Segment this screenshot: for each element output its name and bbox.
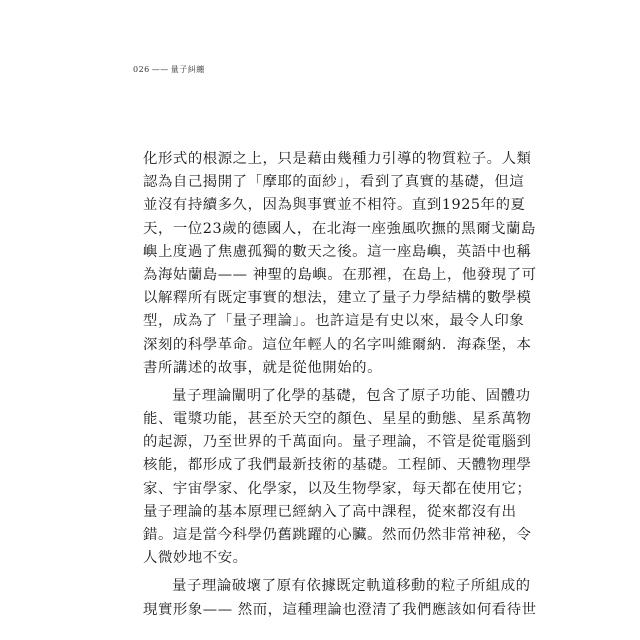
text-line: 的起源，乃至世界的千萬面向。量子理論，不管是從電腦到 [143,434,532,451]
text-line: 天，一位23歲的德國人，在北海一座強風吹撫的黑爾戈蘭島 [143,220,536,237]
body-text [143,148,537,622]
text-line: 認為自己揭開了「摩耶的面紗」，看到了真實的基礎，但這 [143,174,525,191]
text-line: 量子理論闡明了化學的基礎，包含了原子功能、固體功 [172,387,531,404]
book-title: 量子糾纏 [170,65,205,74]
text-line: 現實形象—— 然而，這種理論也澄清了我們應該如何看待世 [143,601,537,618]
text-line: 量子理論的基本原理已經納入了高中課程，從來都沒有出 [143,503,517,520]
text-line: 人微妙地不安。 [143,550,248,567]
text-line: 量子理論破壞了原有依據既定軌道移動的粒子所組成的 [172,578,531,595]
text-line: 化形式的根源之上，只是藉由幾種力引導的物質粒子。人類 [143,151,532,167]
header-dash: —— [151,65,169,74]
text-line: 書所講述的故事，就是從他開始的。 [143,359,383,376]
page-number: 026 [133,65,150,74]
paragraph [143,148,537,380]
paragraph [143,385,532,571]
text-line: 深刻的科學革命。這位年輕人的名字叫維爾納．海森堡，本 [143,336,532,353]
text-line: 錯。這是當今科學仍舊跳躍的心臟。然而仍然非常神秘，令 [143,527,532,543]
text-line: 以解釋所有既定事實的想法，建立了量子力學結構的數學模 [143,290,532,307]
text-line: 為海姑蘭島—— 神聖的島嶼。在那裡，在島上，他發現了可 [143,266,537,283]
text-line: 家、宇宙學家、化學家，以及生物學家，每天都在使用它； [143,480,532,497]
text-line: 能、電漿功能，甚至於天空的顏色、星星的動態、星系萬物 [143,411,532,428]
text-line: 嶼上度過了焦慮孤獨的數天之後。這一座島嶼，英語中也稱 [143,243,532,260]
running-header [133,64,205,75]
text-line: 並沒有持續多久，因為與事實並不相符。直到1925年的夏 [143,197,526,214]
paragraph [143,575,537,621]
text-line: 核能，都形成了我們最新技術的基礎。工程師、天體物理學 [143,457,532,474]
text-line: 型，成為了「量子理論」。也許這是有史以來，最令人印象 [143,313,525,330]
